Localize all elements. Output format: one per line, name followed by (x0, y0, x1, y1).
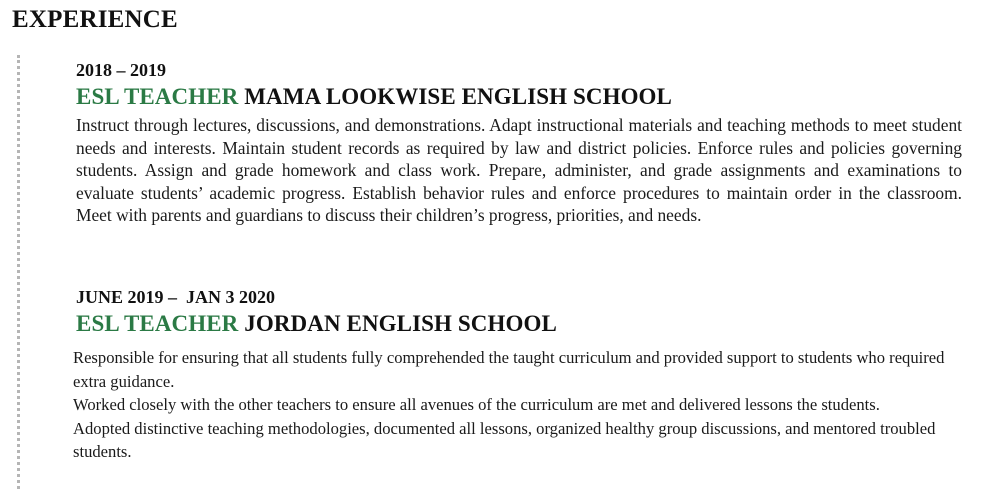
section-title: EXPERIENCE (12, 6, 178, 33)
job-role: ESL TEACHER (76, 84, 239, 109)
list-item: Adopted distinctive teaching methodologies, documented all lessons, organized healthy group discussions, and mentored troubled students. (73, 418, 936, 461)
list-item: Responsible for ensuring that all students fully comprehended the taught curriculum and provided support to students who required extra guidance. (73, 348, 945, 391)
job-responsibilities-list (73, 346, 963, 464)
timeline-dotted-line (17, 55, 20, 489)
job-description: Instruct through lectures, discussions, and demonstrations. Adapt instructional materials and teaching methods to meet student needs and interests. Maintain student records as required by law and district policies. Enforce rules and policies governing students. Assign and grade homework and class work. Prepare, administer, and grade assignments and examinations to evaluate students’ academic progress. Establish behavior rules and enforce procedures to maintain order in the classroom. Meet with parents and guardians to discuss their children’s progress, priorities, and needs. (76, 115, 962, 225)
job-heading (76, 309, 962, 339)
job-organization: JORDAN ENGLISH SCHOOL (244, 311, 557, 336)
job-entry-1 (76, 58, 962, 227)
job-date: JUNE 2019 – JAN 3 2020 (76, 287, 276, 307)
job-role: ESL TEACHER (76, 311, 239, 336)
list-item: Worked closely with the other teachers to ensure all avenues of the curriculum are met and delivered lessons the students. (73, 395, 880, 414)
job-date: 2018 – 2019 (76, 60, 166, 80)
job-entry-2 (76, 285, 962, 339)
job-organization: MAMA LOOKWISE ENGLISH SCHOOL (244, 84, 672, 109)
job-heading (76, 82, 962, 112)
